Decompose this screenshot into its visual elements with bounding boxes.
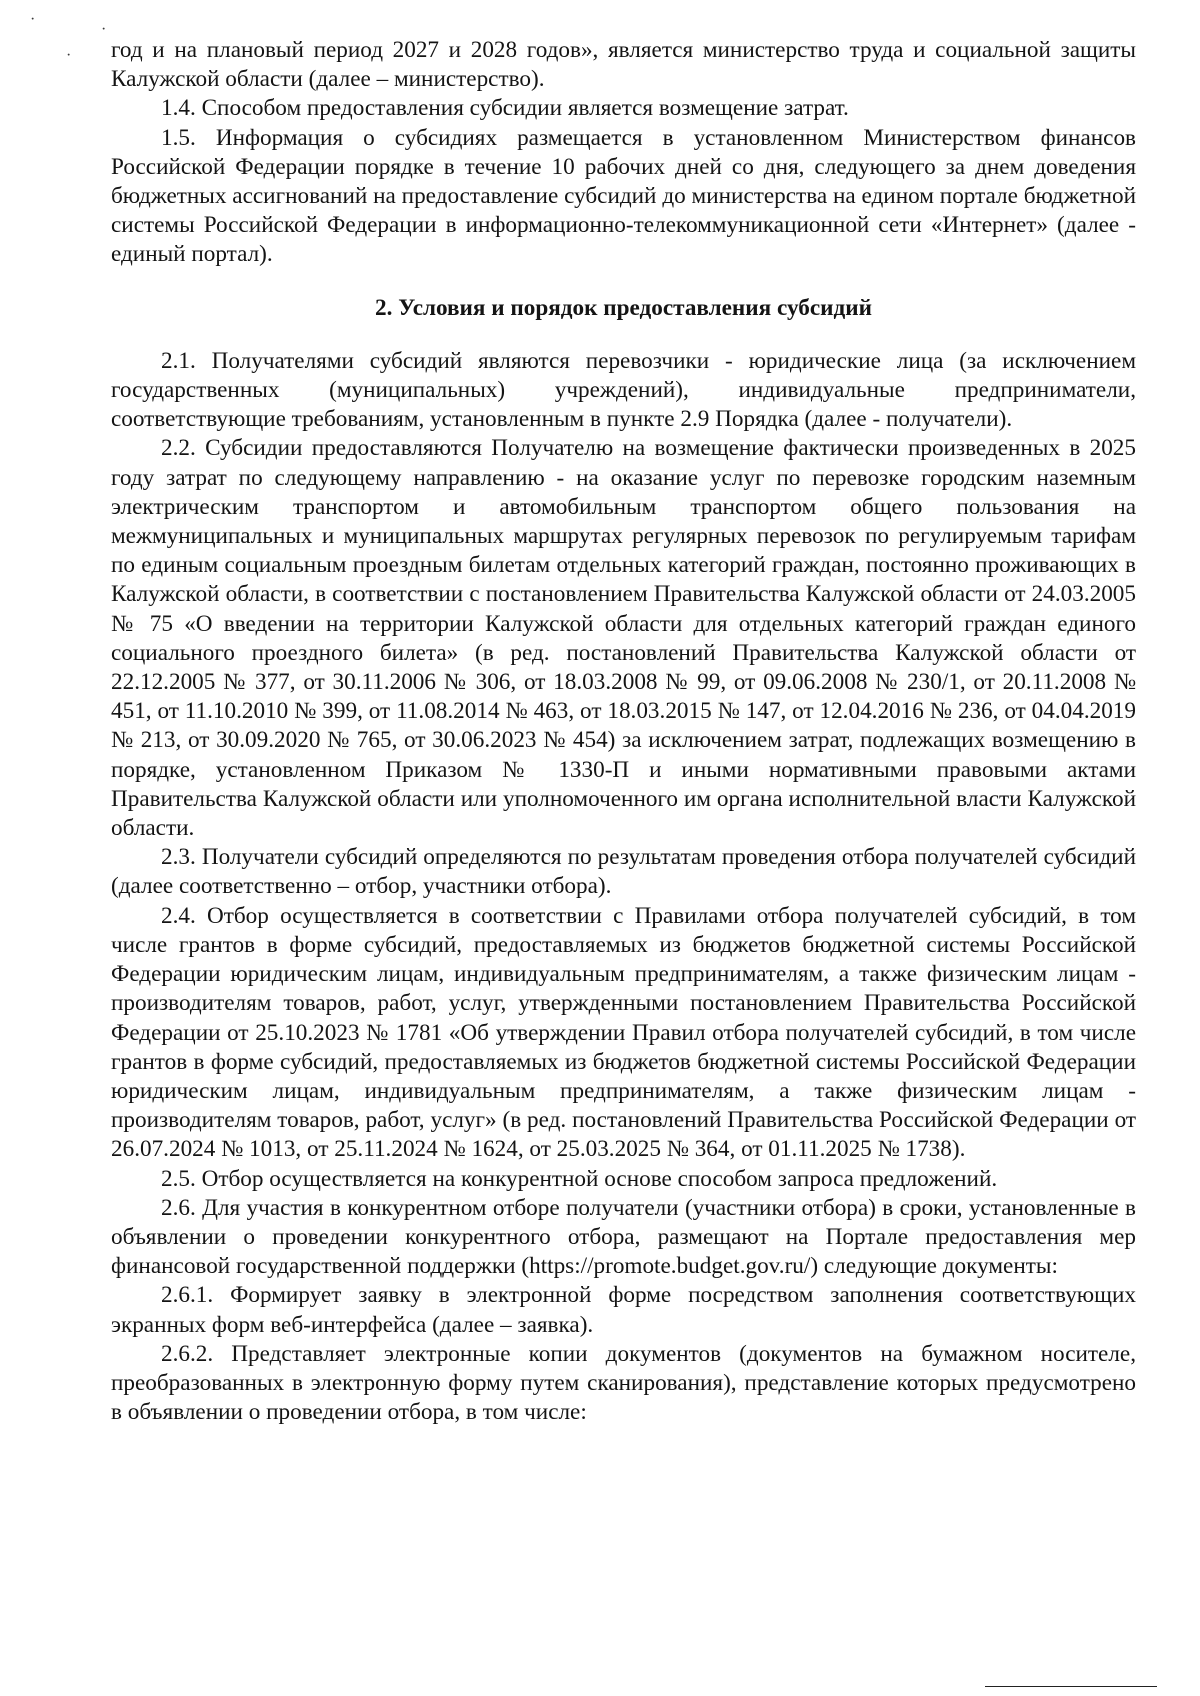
paragraph-2-5: 2.5. Отбор осуществляется на конкурентной основе способом запроса предложений.	[161, 1165, 998, 1192]
paragraph-2-6-1: 2.6.1. Формирует заявку в электронной форме посредством заполнения соответствующих экранных форм веб-интерфейса (далее – заявка).	[111, 1282, 1136, 1338]
paragraph-continuation: год и на плановый период 2027 и 2028 годов», является министерство труда и социальной защиты Калужской области (далее – министерство).	[111, 37, 1136, 93]
paragraph-2-1: 2.1. Получателями субсидий являются перевозчики - юридические лица (за исключением государственных (муниципальных) учреждений), индивидуальные предприниматели, соответствующие требованиям, установленным в пункте 2.9 Порядка (далее - получатели).	[111, 347, 1136, 433]
paragraph-1-4: 1.4. Способом предоставления субсидии является возмещение затрат.	[161, 95, 849, 122]
document-body	[111, 36, 1136, 1427]
section-heading: 2. Условия и порядок предоставления субсидий	[375, 294, 872, 321]
scan-speck: ·	[66, 47, 72, 64]
paragraph-1-5: 1.5. Информация о субсидиях размещается в установленном Министерством финансов Российской Федерации порядке в течение 10 рабочих дней со дня, следующего за днем доведения бюджетных ассигнований на предоставление субсидий до министерства на едином портале бюджетной системы Российской Федерации в информационно-телекоммуникационной сети «Интернет» (далее - единый портал).	[111, 124, 1136, 268]
paragraph-2-2: 2.2. Субсидии предоставляются Получателю на возмещение фактически произведенных в 2025 году затрат по следующему направлению - на оказание услуг по перевозке городским наземным электрическим транспортом и автомобильным транспортом общего пользования на межмуниципальных и муниципальных маршрутах регулярных перевозок по регулируемым тарифам по единым социальным проездным билетам отдельных категорий граждан, постоянно проживающих в Калужской области, в соответствии с постановлением Правительства Калужской области от 24.03.2005 № 75 «О введении на территории Калужской области для отдельных категорий граждан единого социального проездного билета» (в ред. постановлений Правительства Калужской области от 22.12.2005 № 377, от 30.11.2006 № 306, от 18.03.2008 № 99, от 09.06.2008 № 230/1, от 20.11.2008 № 451, от 11.10.2010 № 399, от 11.08.2014 № 463, от 18.03.2015 № 147, от 12.04.2016 № 236, от 04.04.2019 № 213, от 30.09.2020 № 765, от 30.06.2023 № 454) за исключением затрат, подлежащих возмещению в порядке, установленном Приказом № 1330-П и иными нормативными правовыми актами Правительства Калужской области или уполномоченного им органа исполнительной власти Калужской области.	[111, 435, 1136, 842]
paragraph-2-4: 2.4. Отбор осуществляется в соответствии с Правилами отбора получателей субсидий, в том числе грантов в форме субсидий, предоставляемых из бюджетов бюджетной системы Российской Федерации юридическим лицам, индивидуальным предпринимателям, а также физическим лицам - производителям товаров, работ, услуг, утвержденными постановлением Правительства Российской Федерации от 25.10.2023 № 1781 «Об утверждении Правил отбора получателей субсидий, в том числе грантов в форме субсидий, предоставляемых из бюджетов бюджетной системы Российской Федерации юридическим лицам, индивидуальным предпринимателям, а также физическим лицам - производителям товаров, работ, услуг» (в ред. постановлений Правительства Российской Федерации от 26.07.2024 № 1013, от 25.11.2024 № 1624, от 25.03.2025 № 364, от 01.11.2025 № 1738).	[111, 902, 1136, 1163]
paragraph-2-3: 2.3. Получатели субсидий определяются по результатам проведения отбора получателей субсидий (далее соответственно – отбор, участники отбора).	[111, 844, 1136, 900]
footnote-separator	[985, 1686, 1157, 1687]
scan-speck: ·	[30, 11, 36, 28]
paragraph-2-6: 2.6. Для участия в конкурентном отборе получатели (участники отбора) в сроки, установленные в объявлении о проведении конкурентного отбора, размещают на Портале предоставления мер финансовой государственной поддержки (https://promote.budget.gov.ru/) следующие документы:	[111, 1194, 1136, 1280]
paragraph-2-6-2: 2.6.2. Представляет электронные копии документов (документов на бумажном носителе, преобразованных в электронную форму путем сканирования), представление которых предусмотрено в объявлении о проведении отбора, в том числе:	[111, 1340, 1136, 1426]
scan-speck: ·	[101, 21, 107, 38]
